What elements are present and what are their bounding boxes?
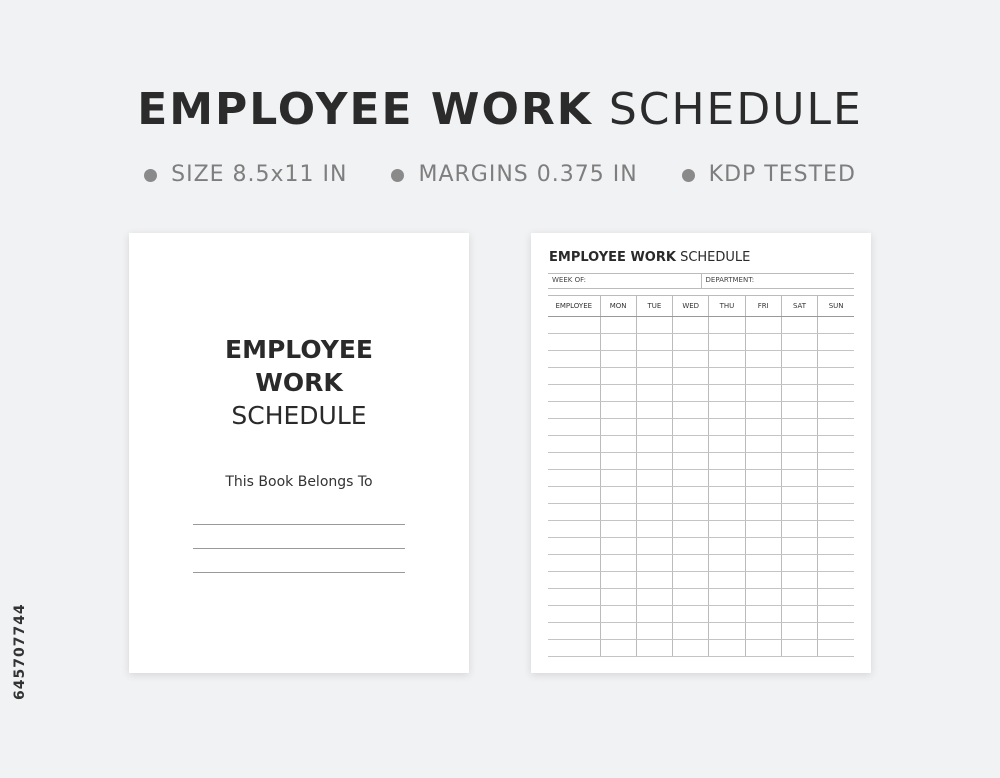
table-cell [673, 385, 709, 402]
table-row [548, 640, 854, 657]
main-heading [0, 82, 1000, 138]
table-row [548, 555, 854, 572]
table-cell [745, 436, 781, 453]
table-cell [709, 419, 745, 436]
table-cell [818, 589, 854, 606]
table-cell [673, 453, 709, 470]
table-cell [818, 606, 854, 623]
table-cell [745, 572, 781, 589]
table-cell [745, 334, 781, 351]
table-row [548, 385, 854, 402]
table-cell [636, 555, 672, 572]
table-cell [745, 487, 781, 504]
table-row [548, 623, 854, 640]
table-cell [636, 419, 672, 436]
table-cell [673, 351, 709, 368]
table-cell [781, 572, 817, 589]
table-cell [548, 487, 600, 504]
table-cell [818, 419, 854, 436]
table-cell [600, 419, 636, 436]
table-cell [600, 538, 636, 555]
table-cell [600, 385, 636, 402]
spec-label: SIZE 8.5x11 IN [171, 162, 348, 187]
table-cell [548, 504, 600, 521]
table-cell [781, 504, 817, 521]
table-cell [818, 504, 854, 521]
table-cell [781, 538, 817, 555]
table-cell [781, 402, 817, 419]
table-cell [600, 589, 636, 606]
table-cell [818, 555, 854, 572]
table-cell [636, 334, 672, 351]
table-cell [673, 623, 709, 640]
table-row [548, 606, 854, 623]
table-cell [673, 487, 709, 504]
table-cell [636, 487, 672, 504]
table-cell [548, 385, 600, 402]
table-cell [600, 504, 636, 521]
table-cell [709, 623, 745, 640]
table-cell [548, 317, 600, 334]
table-cell [600, 606, 636, 623]
table-cell [818, 385, 854, 402]
table-cell [636, 521, 672, 538]
table-row [548, 402, 854, 419]
table-cell [636, 504, 672, 521]
table-cell [548, 521, 600, 538]
table-cell [745, 351, 781, 368]
table-row [548, 368, 854, 385]
table-cell [818, 623, 854, 640]
table-row [548, 521, 854, 538]
table-cell [818, 640, 854, 657]
spec-item-size [144, 160, 347, 190]
table-cell [636, 385, 672, 402]
table-cell [673, 555, 709, 572]
table-cell [548, 334, 600, 351]
schedule-table [548, 295, 854, 657]
table-cell [781, 385, 817, 402]
table-cell [548, 402, 600, 419]
table-cell [636, 436, 672, 453]
table-cell [781, 487, 817, 504]
table-cell [548, 351, 600, 368]
table-cell [673, 504, 709, 521]
column-header: TUE [636, 296, 672, 317]
table-header-row [548, 296, 854, 317]
table-cell [781, 453, 817, 470]
spec-item-margins [391, 160, 637, 190]
table-cell [818, 436, 854, 453]
table-cell [709, 368, 745, 385]
table-cell [709, 589, 745, 606]
table-cell [745, 640, 781, 657]
table-cell [781, 640, 817, 657]
table-row [548, 351, 854, 368]
table-cell [781, 606, 817, 623]
table-cell [673, 470, 709, 487]
table-cell [673, 521, 709, 538]
table-cell [673, 368, 709, 385]
table-row [548, 470, 854, 487]
sheet-title-bold: EMPLOYEE WORK [549, 250, 676, 265]
table-cell [781, 419, 817, 436]
table-cell [636, 640, 672, 657]
department-field: DEPARTMENT: [701, 274, 855, 288]
sheet-title-light: SCHEDULE [675, 250, 751, 265]
sheet-meta-row [548, 273, 854, 289]
table-row [548, 419, 854, 436]
table-cell [709, 487, 745, 504]
table-cell [709, 334, 745, 351]
table-cell [673, 334, 709, 351]
table-cell [636, 368, 672, 385]
column-header: MON [600, 296, 636, 317]
column-header: THU [709, 296, 745, 317]
table-cell [818, 538, 854, 555]
table-cell [636, 470, 672, 487]
table-cell [745, 555, 781, 572]
table-cell [818, 402, 854, 419]
table-cell [709, 555, 745, 572]
table-cell [745, 368, 781, 385]
spec-list [0, 160, 1000, 190]
table-cell [673, 606, 709, 623]
table-row [548, 572, 854, 589]
week-of-field: WEEK OF: [552, 276, 586, 284]
cover-title-line: EMPLOYEE [225, 335, 373, 364]
spec-item-kdp [682, 160, 856, 190]
table-cell [600, 368, 636, 385]
column-header: FRI [745, 296, 781, 317]
table-cell [673, 640, 709, 657]
table-cell [600, 351, 636, 368]
table-cell [745, 470, 781, 487]
table-cell [600, 436, 636, 453]
table-cell [745, 538, 781, 555]
table-cell [636, 453, 672, 470]
table-cell [709, 521, 745, 538]
table-cell [709, 385, 745, 402]
table-row [548, 487, 854, 504]
table-cell [709, 453, 745, 470]
table-cell [600, 334, 636, 351]
table-cell [636, 589, 672, 606]
table-cell [745, 385, 781, 402]
table-cell [745, 402, 781, 419]
column-header: EMPLOYEE [548, 296, 600, 317]
table-cell [818, 453, 854, 470]
table-cell [636, 623, 672, 640]
table-cell [548, 640, 600, 657]
sheet-title [549, 250, 750, 265]
belongs-to-label: This Book Belongs To [225, 474, 373, 490]
table-cell [781, 555, 817, 572]
owner-name-line [193, 524, 405, 525]
table-cell [709, 572, 745, 589]
cover-page [129, 233, 469, 673]
table-cell [548, 606, 600, 623]
stock-id: 645707744 [12, 603, 28, 700]
table-cell [818, 368, 854, 385]
main-heading-bold: EMPLOYEE WORK [137, 84, 593, 135]
column-header: SAT [781, 296, 817, 317]
table-cell [709, 504, 745, 521]
table-cell [781, 317, 817, 334]
table-cell [548, 572, 600, 589]
table-cell [548, 589, 600, 606]
cover-title-line: SCHEDULE [231, 401, 367, 430]
table-cell [548, 436, 600, 453]
table-cell [745, 419, 781, 436]
schedule-page [531, 233, 871, 673]
table-row [548, 504, 854, 521]
table-cell [781, 521, 817, 538]
table-cell [818, 351, 854, 368]
table-cell [673, 419, 709, 436]
owner-name-line [193, 572, 405, 573]
main-heading-light: SCHEDULE [592, 84, 863, 135]
cover-title [129, 333, 469, 432]
table-cell [745, 453, 781, 470]
table-cell [548, 470, 600, 487]
table-cell [636, 606, 672, 623]
table-row [548, 334, 854, 351]
table-cell [600, 402, 636, 419]
table-cell [548, 555, 600, 572]
bullet-icon [682, 169, 695, 182]
table-cell [781, 351, 817, 368]
table-cell [673, 317, 709, 334]
table-cell [745, 623, 781, 640]
table-cell [781, 589, 817, 606]
spec-label: MARGINS 0.375 IN [418, 162, 638, 187]
table-cell [745, 317, 781, 334]
table-row [548, 436, 854, 453]
table-cell [709, 436, 745, 453]
column-header: SUN [818, 296, 854, 317]
bullet-icon [144, 169, 157, 182]
bullet-icon [391, 169, 404, 182]
table-cell [673, 589, 709, 606]
spec-label: KDP TESTED [708, 162, 856, 187]
table-cell [600, 453, 636, 470]
table-cell [709, 351, 745, 368]
table-row [548, 453, 854, 470]
table-cell [548, 368, 600, 385]
table-cell [600, 640, 636, 657]
table-cell [548, 419, 600, 436]
table-cell [709, 470, 745, 487]
table-cell [600, 487, 636, 504]
table-cell [548, 453, 600, 470]
owner-name-line [193, 548, 405, 549]
column-header: WED [673, 296, 709, 317]
table-cell [636, 538, 672, 555]
table-cell [818, 487, 854, 504]
table-cell [600, 470, 636, 487]
table-cell [600, 521, 636, 538]
table-cell [673, 402, 709, 419]
table-cell [636, 402, 672, 419]
table-cell [745, 606, 781, 623]
table-cell [709, 402, 745, 419]
table-cell [818, 334, 854, 351]
table-cell [673, 436, 709, 453]
table-cell [781, 623, 817, 640]
table-cell [781, 436, 817, 453]
table-cell [745, 589, 781, 606]
table-cell [818, 317, 854, 334]
table-cell [636, 572, 672, 589]
table-cell [709, 538, 745, 555]
cover-title-line: WORK [255, 368, 343, 397]
table-cell [600, 572, 636, 589]
table-cell [818, 521, 854, 538]
table-cell [600, 317, 636, 334]
table-cell [548, 538, 600, 555]
table-cell [600, 555, 636, 572]
table-row [548, 317, 854, 334]
table-cell [673, 538, 709, 555]
table-cell [781, 334, 817, 351]
table-cell [709, 640, 745, 657]
table-cell [818, 470, 854, 487]
table-cell [600, 623, 636, 640]
table-cell [673, 572, 709, 589]
table-cell [781, 368, 817, 385]
table-row [548, 589, 854, 606]
table-cell [548, 623, 600, 640]
table-cell [636, 317, 672, 334]
table-cell [636, 351, 672, 368]
table-cell [745, 504, 781, 521]
table-cell [745, 521, 781, 538]
table-row [548, 538, 854, 555]
table-cell [709, 606, 745, 623]
table-cell [781, 470, 817, 487]
table-cell [709, 317, 745, 334]
table-cell [818, 572, 854, 589]
